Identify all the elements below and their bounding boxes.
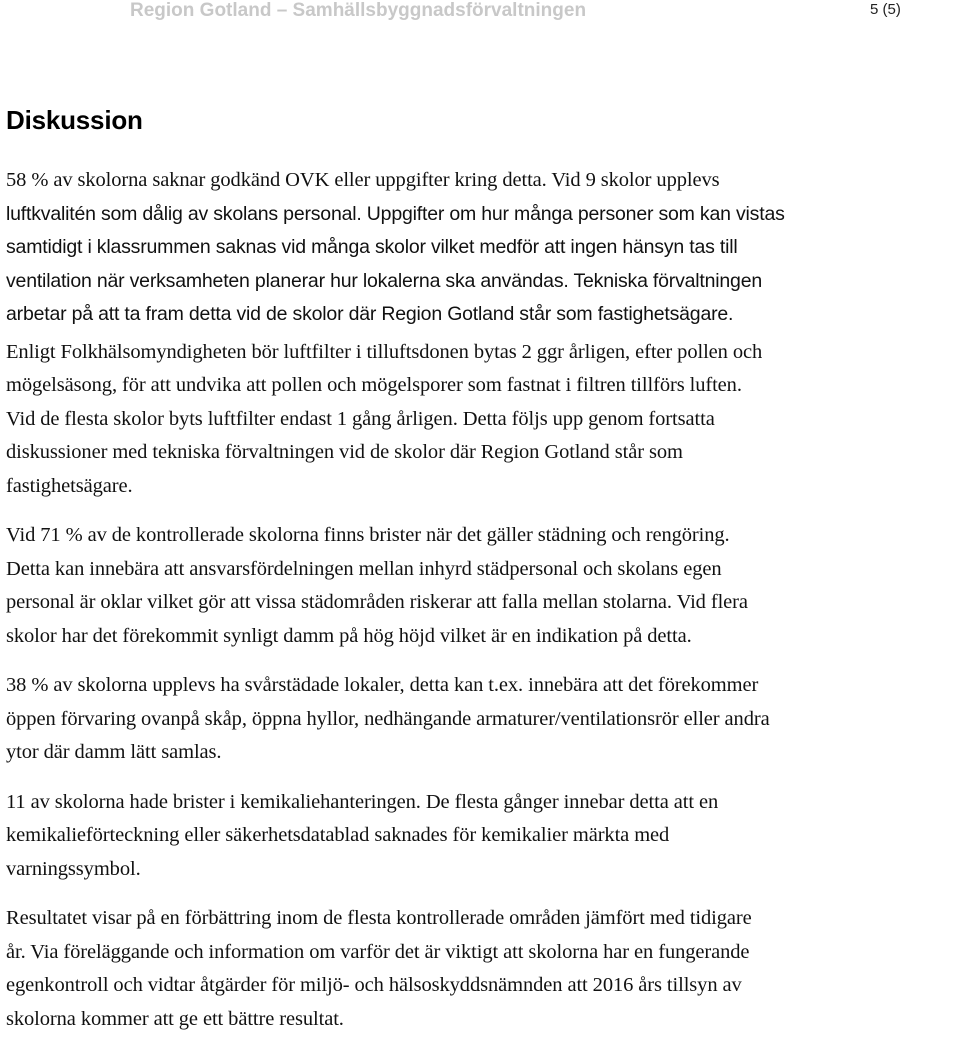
text-line: diskussioner med tekniska förvaltningen vid de skolor där Region Gotland står som [6, 441, 683, 463]
paragraph-kemikalier [6, 786, 958, 887]
text-line: luftkvalitén som dålig av skolans personal. Uppgifter om hur många personer som kan vistas [6, 202, 785, 225]
paragraph-resultat [6, 902, 958, 1036]
text-line: skolor har det förekommit synligt damm på hög höjd vilket är en indikation på detta. [6, 624, 692, 647]
paragraph-luftfilter [6, 336, 958, 504]
text-line: ventilation när verksamheten planerar hur lokalerna ska användas. Tekniska förvaltningen [6, 269, 762, 292]
text-line: 11 av skolorna hade brister i kemikaliehanteringen. De flesta gånger innebar detta att en [6, 790, 719, 813]
text-line: arbetar på att ta fram detta vid de skolor där Region Gotland står som fastighetsägare. [6, 303, 734, 325]
text-line: 58 % av skolorna saknar godkänd OVK eller uppgifter kring detta. Vid 9 skolor upplevs [6, 169, 720, 191]
text-line: år. Via föreläggande och information om varför det är viktigt att skolorna har en fungerande [6, 940, 750, 963]
text-line: Detta kan innebära att ansvarsfördelningen mellan inhyrd städpersonal och skolans egen [6, 557, 722, 580]
text-line: egenkontroll och vidtar åtgärder för miljö- och hälsoskyddsnämnden att 2016 års tillsyn av [6, 974, 742, 996]
text-line: fastighetsägare. [6, 474, 133, 497]
text-line: personal är oklar vilket gör att vissa städområden riskerar att falla mellan stolarna. Vid flera [6, 591, 748, 613]
paragraph-svarstadade [6, 669, 958, 770]
text-line: samtidigt i klassrummen saknas vid många skolor vilket medför att ingen hänsyn tas till [6, 236, 738, 258]
text-line: varningssymbol. [6, 857, 141, 880]
text-line: Enligt Folkhälsomyndigheten bör luftfilter i tilluftsdonen bytas 2 ggr årligen, efter pollen och [6, 340, 763, 363]
text-line: ytor där damm lätt samlas. [6, 741, 222, 763]
section-heading: Diskussion [6, 105, 143, 135]
text-line: Resultatet visar på en förbättring inom de flesta kontrollerade områden jämfört med tidigare [6, 907, 752, 929]
text-line: kemikalieförteckning eller säkerhetsdatablad saknades för kemikalier märkta med [6, 824, 670, 846]
text-line: skolorna kommer att ge ett bättre resultat. [6, 1007, 344, 1030]
text-line: 38 % av skolorna upplevs ha svårstädade lokaler, detta kan t.ex. innebära att det förekommer [6, 674, 759, 696]
text-line: mögelsäsong, för att undvika att pollen och mögelsporer som fastnat i filtren tillförs luften. [6, 374, 742, 396]
header-title: Region Gotland – Samhällsbyggnadsförvaltningen [130, 0, 587, 21]
page-number: 5 (5) [870, 1, 901, 18]
page-header [0, 0, 960, 24]
document-body [6, 104, 958, 1036]
text-line: Vid 71 % av de kontrollerade skolorna finns brister när det gäller städning och rengöring. [6, 524, 730, 546]
text-line: öppen förvaring ovanpå skåp, öppna hyllor, nedhängande armaturer/ventilationsrör eller andra [6, 707, 770, 730]
paragraph-stadning [6, 519, 958, 653]
text-line: Vid de flesta skolor byts luftfilter endast 1 gång årligen. Detta följs upp genom fortsatta [6, 407, 715, 430]
paragraph-ovk [6, 164, 958, 332]
